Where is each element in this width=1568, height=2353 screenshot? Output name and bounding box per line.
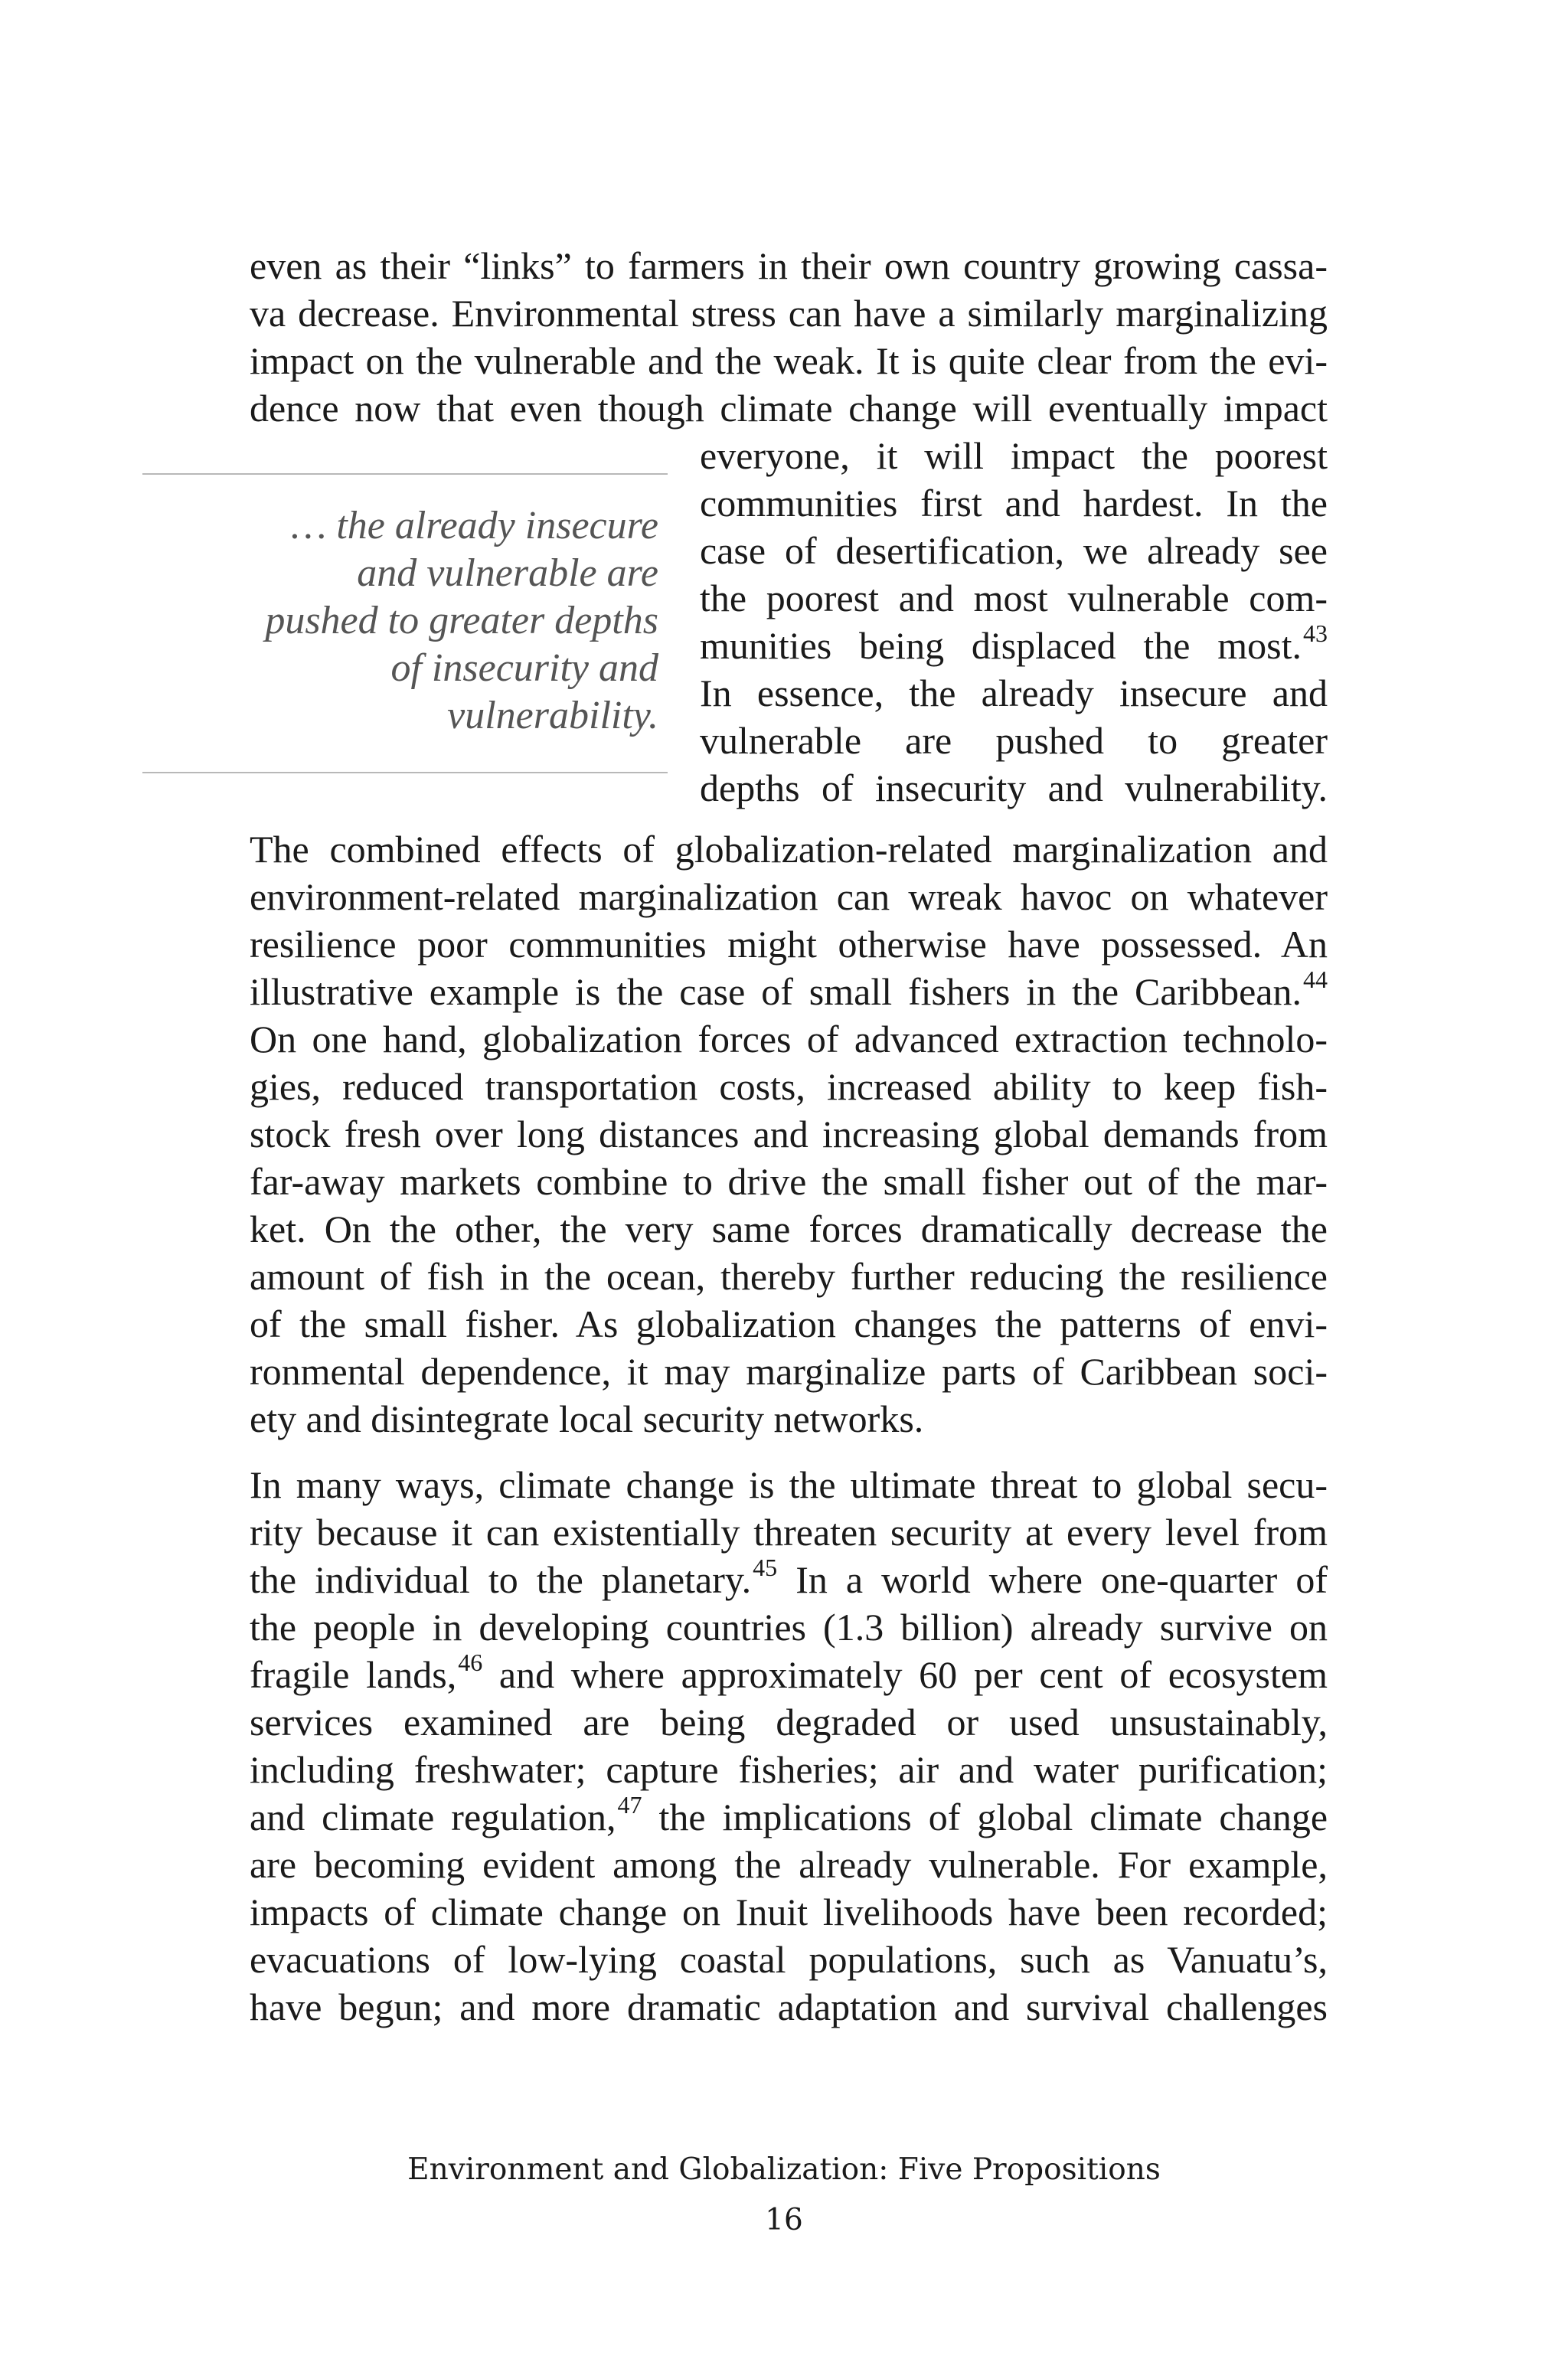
body-text-line: resilience poor communities might otherwise have possessed. An	[250, 923, 1328, 966]
body-text-line: are becoming evident among the already vulnerable. For example,	[250, 1843, 1328, 1886]
footnote-marker[interactable]: 45	[753, 1554, 778, 1582]
body-text-line: the poorest and most vulnerable com-	[700, 577, 1328, 619]
body-text-line: stock fresh over long distances and increasing global demands from	[250, 1113, 1328, 1155]
body-text-line: everyone, it will impact the poorest	[700, 434, 1328, 477]
body-text-line: In many ways, climate change is the ultimate threat to global secu-	[250, 1463, 1328, 1506]
body-text-line: The combined effects of globalization-related marginalization and	[250, 828, 1328, 871]
body-text-span: and where approximately 60 per cent of ecosystem	[482, 1653, 1328, 1696]
body-text-line: dence now that even though climate change will eventually impact	[250, 387, 1328, 430]
body-text-line: impacts of climate change on Inuit livelihoods have been recorded;	[250, 1891, 1328, 1933]
body-text-line: rity because it can existentially threaten security at every level from	[250, 1511, 1328, 1554]
pull-quote-line: of insecurity and	[390, 646, 658, 690]
body-text-line: have begun; and more dramatic adaptation and survival challenges	[250, 1985, 1328, 2028]
pull-quote-line: pushed to greater depths	[265, 599, 658, 642]
body-text-line: even as their “links” to farmers in their own country growing cassa-	[250, 244, 1328, 287]
body-text-line: gies, reduced transportation costs, increased ability to keep fish-	[250, 1065, 1328, 1108]
pull-quote-bottom-rule	[142, 772, 668, 773]
body-text-span: the individual to the planetary.	[250, 1558, 752, 1601]
body-text-span: the implications of global climate change	[642, 1796, 1328, 1838]
page-number: 16	[765, 2203, 803, 2237]
pull-quote	[230, 502, 658, 740]
body-text-line: ronmental dependence, it may marginalize parts of Caribbean soci-	[250, 1350, 1328, 1393]
body-text-line: the people in developing countries (1.3 billion) already survive on	[250, 1606, 1328, 1649]
pull-quote-line: vulnerability.	[447, 694, 658, 737]
body-text-span: In a world where one-quarter of	[777, 1558, 1328, 1601]
footnote-marker[interactable]: 47	[617, 1791, 642, 1819]
body-text-line	[250, 1556, 1328, 1603]
body-text-line: vulnerable are pushed to greater	[700, 719, 1328, 762]
body-text-span: fragile lands,	[250, 1653, 457, 1696]
pull-quote-line: … the already insecure	[291, 504, 658, 547]
body-text-line: far-away markets combine to drive the small fisher out of the mar-	[250, 1160, 1328, 1203]
body-text-line: environment-related marginalization can wreak havoc on whatever	[250, 875, 1328, 918]
body-text-line	[700, 619, 1328, 669]
body-text-line: including freshwater; capture fisheries; air and water purification;	[250, 1748, 1328, 1791]
body-text-line: case of desertification, we already see	[700, 529, 1328, 572]
body-text-line	[250, 1793, 1328, 1841]
body-text-line: impact on the vulnerable and the weak. It is quite clear from the evi-	[250, 339, 1328, 382]
pull-quote-top-rule	[142, 473, 668, 475]
body-text-line: of the small fisher. As globalization changes the patterns of envi-	[250, 1302, 1328, 1345]
body-text-span: and climate regulation,	[250, 1796, 616, 1838]
body-text-line: communities first and hardest. In the	[700, 482, 1328, 525]
body-text-line: ket. On the other, the very same forces dramatically decrease the	[250, 1208, 1328, 1250]
body-text-line: ety and disintegrate local security networks.	[250, 1397, 924, 1440]
body-text-span: illustrative example is the case of small fishers in the Caribbean.	[250, 970, 1302, 1013]
footnote-marker[interactable]: 43	[1303, 619, 1328, 648]
body-text-line	[250, 968, 1328, 1015]
running-footer-title: Environment and Globalization: Five Propositions	[407, 2152, 1161, 2187]
body-text-line: va decrease. Environmental stress can have a similarly marginalizing	[250, 292, 1328, 335]
body-text-line: On one hand, globalization forces of advanced extraction technolo-	[250, 1018, 1328, 1060]
footnote-marker[interactable]: 46	[458, 1649, 483, 1677]
body-text-line: depths of insecurity and vulnerability.	[700, 766, 1328, 809]
body-text-line: services examined are being degraded or used unsustainably,	[250, 1701, 1328, 1744]
pull-quote-line: and vulnerable are	[357, 551, 658, 595]
body-text-line: evacuations of low-lying coastal populations, such as Vanuatu’s,	[250, 1938, 1328, 1981]
body-text-span: munities being displaced the most.	[700, 624, 1302, 667]
body-text-line	[250, 1651, 1328, 1698]
body-text-line: amount of fish in the ocean, thereby further reducing the resilience	[250, 1255, 1328, 1298]
body-text-line: In essence, the already insecure and	[700, 672, 1328, 714]
footnote-marker[interactable]: 44	[1303, 966, 1328, 994]
